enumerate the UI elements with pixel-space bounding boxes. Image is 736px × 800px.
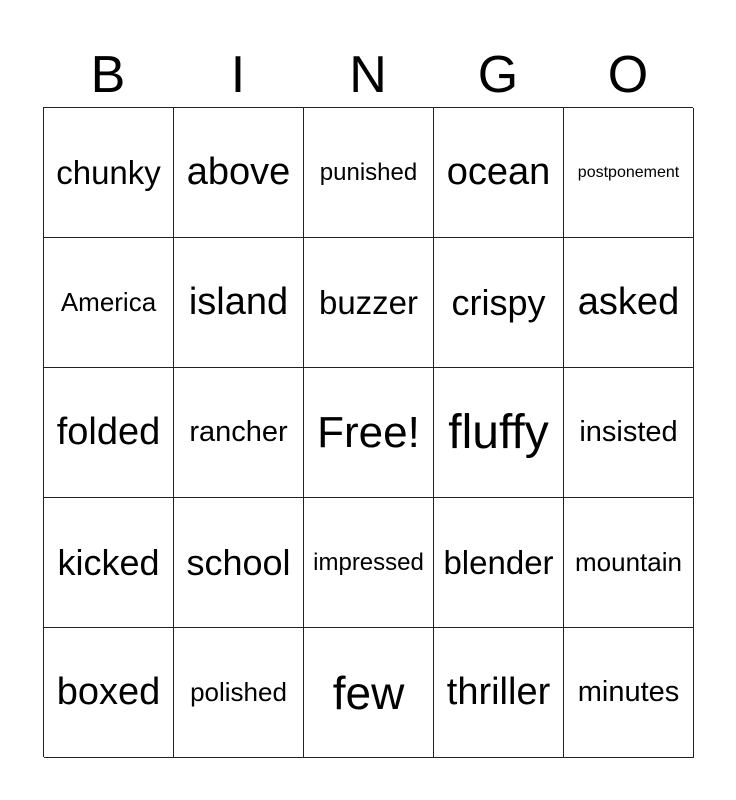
bingo-cell[interactable]: thriller: [434, 628, 564, 758]
bingo-cell[interactable]: impressed: [304, 498, 434, 628]
bingo-cell[interactable]: rancher: [174, 368, 304, 498]
header-letter-b: B: [90, 46, 126, 104]
bingo-cell[interactable]: asked: [564, 238, 694, 368]
bingo-cell[interactable]: America: [44, 238, 174, 368]
bingo-cell[interactable]: ocean: [434, 108, 564, 238]
bingo-card: [43, 107, 693, 757]
bingo-cell[interactable]: folded: [44, 368, 174, 498]
bingo-cell[interactable]: kicked: [44, 498, 174, 628]
bingo-cell[interactable]: school: [174, 498, 304, 628]
bingo-cell[interactable]: minutes: [564, 628, 694, 758]
bingo-cell[interactable]: postponement: [564, 108, 694, 238]
header-letter-o: O: [607, 46, 649, 104]
bingo-cell[interactable]: chunky: [44, 108, 174, 238]
bingo-cell[interactable]: buzzer: [304, 238, 434, 368]
bingo-cell[interactable]: insisted: [564, 368, 694, 498]
bingo-cell[interactable]: mountain: [564, 498, 694, 628]
bingo-cell[interactable]: boxed: [44, 628, 174, 758]
bingo-cell[interactable]: blender: [434, 498, 564, 628]
header-letter-i: I: [230, 46, 246, 104]
bingo-cell[interactable]: above: [174, 108, 304, 238]
bingo-cell[interactable]: fluffy: [434, 368, 564, 498]
header-letter-n: N: [349, 46, 387, 104]
free-space-cell[interactable]: Free!: [304, 368, 434, 498]
bingo-header: [43, 45, 693, 105]
bingo-cell[interactable]: crispy: [434, 238, 564, 368]
bingo-cell[interactable]: polished: [174, 628, 304, 758]
header-letter-g: G: [477, 46, 519, 104]
bingo-cell[interactable]: punished: [304, 108, 434, 238]
bingo-cell[interactable]: island: [174, 238, 304, 368]
bingo-cell[interactable]: few: [304, 628, 434, 758]
